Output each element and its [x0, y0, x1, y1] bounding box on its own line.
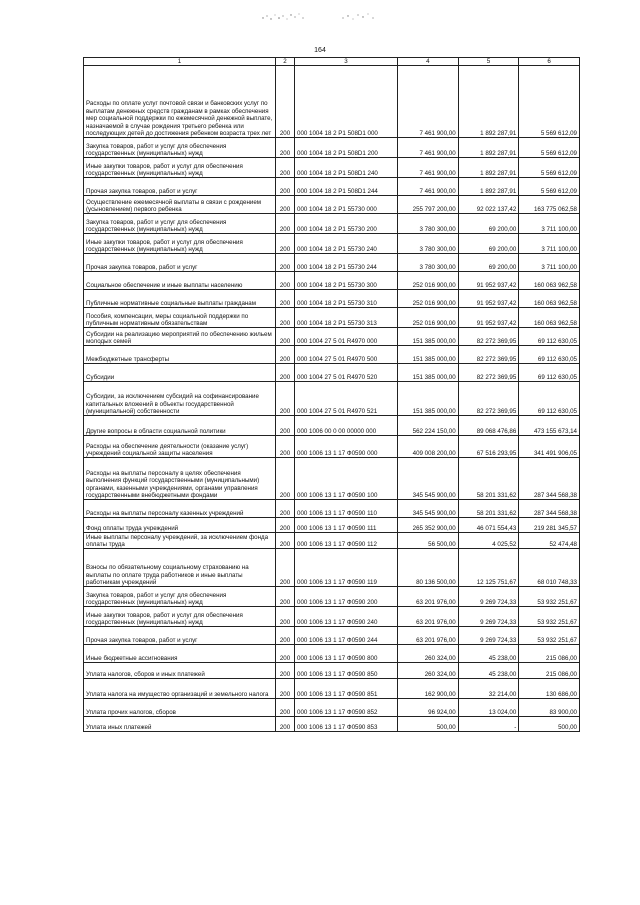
row-budget-code: 000 1004 18 2 P1 508D1 200 [295, 138, 398, 158]
table-row [84, 549, 580, 587]
row-executed: 1 892 287,91 [458, 178, 519, 196]
row-name: Расходы на выплаты персоналу казенных учреждений [84, 500, 276, 518]
row-line-code: 200 [276, 627, 295, 645]
row-remaining: 69 112 630,05 [519, 328, 580, 346]
row-budget-code: 000 1006 13 1 17 Ф0590 850 [295, 663, 398, 679]
table-row [84, 272, 580, 290]
row-name: Закупка товаров, работ и услуг для обеспечения государственных (муниципальных) нужд [84, 214, 276, 234]
row-line-code: 200 [276, 587, 295, 607]
row-executed: 69 200,00 [458, 234, 519, 254]
row-budget-code: 000 1006 13 1 17 Ф0590 851 [295, 679, 398, 699]
row-executed: 69 200,00 [458, 254, 519, 272]
row-line-code: 200 [276, 254, 295, 272]
row-approved: 151 385 000,00 [398, 328, 459, 346]
table-row [84, 663, 580, 679]
row-remaining: 219 281 345,57 [519, 518, 580, 533]
row-line-code: 200 [276, 196, 295, 214]
row-executed: 12 125 751,67 [458, 549, 519, 587]
row-line-code: 200 [276, 328, 295, 346]
row-executed: 82 272 369,95 [458, 346, 519, 364]
row-line-code: 200 [276, 518, 295, 533]
table-row [84, 308, 580, 328]
row-line-code: 200 [276, 436, 295, 458]
row-executed: 13 024,00 [458, 699, 519, 717]
header-col-3: 3 [295, 58, 398, 66]
row-remaining: 130 686,00 [519, 679, 580, 699]
row-budget-code: 000 1004 18 2 P1 508D1 240 [295, 158, 398, 178]
row-executed: 69 200,00 [458, 214, 519, 234]
table-row [84, 627, 580, 645]
row-executed: 46 071 554,43 [458, 518, 519, 533]
row-executed: 92 022 137,42 [458, 196, 519, 214]
row-line-code: 200 [276, 699, 295, 717]
row-remaining: 53 932 251,67 [519, 607, 580, 627]
row-approved: 260 324,00 [398, 645, 459, 663]
row-name: Взносы по обязательному социальному страхованию на выплаты по оплате труда работников и иные выплаты работникам учреждений [84, 549, 276, 587]
row-name: Закупка товаров, работ и услуг для обеспечения государственных (муниципальных) нужд [84, 587, 276, 607]
row-remaining: 215 086,00 [519, 645, 580, 663]
row-name: Иные закупки товаров, работ и услуг для обеспечения государственных (муниципальных) нужд [84, 158, 276, 178]
row-remaining: 5 569 612,09 [519, 66, 580, 138]
row-approved: 252 016 900,00 [398, 308, 459, 328]
row-name: Прочая закупка товаров, работ и услуг [84, 627, 276, 645]
row-remaining: 69 112 630,05 [519, 364, 580, 382]
row-executed: - [458, 717, 519, 732]
row-executed: 91 952 937,42 [458, 272, 519, 290]
header-col-2: 2 [276, 58, 295, 66]
row-executed: 9 269 724,33 [458, 607, 519, 627]
row-budget-code: 000 1004 27 5 01 R4970 000 [295, 328, 398, 346]
row-budget-code: 000 1006 13 1 17 Ф0590 112 [295, 533, 398, 549]
row-executed: 45 238,00 [458, 663, 519, 679]
table-row [84, 382, 580, 416]
row-budget-code: 000 1006 13 1 17 Ф0590 240 [295, 607, 398, 627]
table-row [84, 66, 580, 138]
row-name: Субсидии [84, 364, 276, 382]
row-line-code: 200 [276, 234, 295, 254]
row-approved: 7 461 900,00 [398, 66, 459, 138]
table-row [84, 458, 580, 500]
row-name: Уплата иных платежей [84, 717, 276, 732]
row-line-code: 200 [276, 533, 295, 549]
row-approved: 345 545 900,00 [398, 500, 459, 518]
row-budget-code: 000 1004 18 2 P1 55730 000 [295, 196, 398, 214]
scan-artifact-marks [255, 10, 385, 24]
row-remaining: 163 775 062,58 [519, 196, 580, 214]
row-name: Публичные нормативные социальные выплаты гражданам [84, 290, 276, 308]
row-approved: 260 324,00 [398, 663, 459, 679]
row-remaining: 5 569 612,09 [519, 138, 580, 158]
row-budget-code: 000 1004 18 2 P1 55730 310 [295, 290, 398, 308]
row-executed: 9 269 724,33 [458, 627, 519, 645]
row-name: Уплата налога на имущество организаций и земельного налога [84, 679, 276, 699]
row-budget-code: 000 1004 18 2 P1 55730 244 [295, 254, 398, 272]
row-budget-code: 000 1006 13 1 17 Ф0590 852 [295, 699, 398, 717]
table-row [84, 518, 580, 533]
table-row [84, 290, 580, 308]
row-budget-code: 000 1006 13 1 17 Ф0590 200 [295, 587, 398, 607]
table-row [84, 138, 580, 158]
table-row [84, 346, 580, 364]
row-budget-code: 000 1006 13 1 17 Ф0590 110 [295, 500, 398, 518]
row-name: Прочая закупка товаров, работ и услуг [84, 178, 276, 196]
row-executed: 9 269 724,33 [458, 587, 519, 607]
row-approved: 63 201 976,00 [398, 607, 459, 627]
row-remaining: 287 344 568,38 [519, 458, 580, 500]
row-approved: 255 797 200,00 [398, 196, 459, 214]
budget-table [83, 57, 580, 732]
row-approved: 151 385 000,00 [398, 364, 459, 382]
row-name: Прочая закупка товаров, работ и услуг [84, 254, 276, 272]
header-col-6: 6 [519, 58, 580, 66]
row-executed: 32 214,00 [458, 679, 519, 699]
table-row [84, 364, 580, 382]
row-remaining: 5 569 612,09 [519, 158, 580, 178]
table-row [84, 679, 580, 699]
row-line-code: 200 [276, 645, 295, 663]
row-approved: 7 461 900,00 [398, 138, 459, 158]
row-line-code: 200 [276, 663, 295, 679]
row-remaining: 3 711 100,00 [519, 234, 580, 254]
row-budget-code: 000 1004 27 5 01 R4970 500 [295, 346, 398, 364]
page-number: 164 [314, 47, 326, 54]
row-name: Иные бюджетные ассигнования [84, 645, 276, 663]
row-approved: 562 224 150,00 [398, 416, 459, 436]
table-row [84, 328, 580, 346]
row-approved: 56 500,00 [398, 533, 459, 549]
table-row [84, 587, 580, 607]
row-approved: 409 008 200,00 [398, 436, 459, 458]
row-remaining: 287 344 568,38 [519, 500, 580, 518]
row-remaining: 160 063 962,58 [519, 272, 580, 290]
row-budget-code: 000 1006 13 1 17 Ф0590 119 [295, 549, 398, 587]
row-approved: 80 136 500,00 [398, 549, 459, 587]
table-row [84, 533, 580, 549]
row-budget-code: 000 1006 13 1 17 Ф0590 800 [295, 645, 398, 663]
row-line-code: 200 [276, 717, 295, 732]
row-approved: 252 016 900,00 [398, 290, 459, 308]
row-approved: 345 545 900,00 [398, 458, 459, 500]
row-executed: 82 272 369,95 [458, 364, 519, 382]
row-name: Осуществление ежемесячной выплаты в связи с рождением (усыновлением) первого ребенка [84, 196, 276, 214]
row-name: Расходы на выплаты персоналу в целях обеспечения выполнения функций государственными (муниципальными) органами, казенными учреждениями, органами управления государственными внебюджетными фондами [84, 458, 276, 500]
row-approved: 96 924,00 [398, 699, 459, 717]
row-executed: 82 272 369,95 [458, 382, 519, 416]
row-budget-code: 000 1004 18 2 P1 55730 300 [295, 272, 398, 290]
row-approved: 151 385 000,00 [398, 382, 459, 416]
row-name: Закупка товаров, работ и услуг для обеспечения государственных (муниципальных) нужд [84, 138, 276, 158]
table-row [84, 196, 580, 214]
table-row [84, 436, 580, 458]
row-name: Иные выплаты персоналу учреждений, за исключением фонда оплаты труда [84, 533, 276, 549]
row-name: Расходы на обеспечение деятельности (оказание услуг) учреждений социальной защиты населения [84, 436, 276, 458]
row-executed: 67 516 293,95 [458, 436, 519, 458]
table-row [84, 607, 580, 627]
table-row [84, 416, 580, 436]
row-budget-code: 000 1006 13 1 17 Ф0590 853 [295, 717, 398, 732]
table-row [84, 158, 580, 178]
row-executed: 58 201 331,62 [458, 500, 519, 518]
row-remaining: 341 491 906,05 [519, 436, 580, 458]
table-row [84, 717, 580, 732]
row-executed: 1 892 287,91 [458, 158, 519, 178]
row-executed: 91 952 937,42 [458, 308, 519, 328]
row-budget-code: 000 1004 18 2 P1 55730 200 [295, 214, 398, 234]
header-row [84, 58, 580, 66]
row-budget-code: 000 1006 13 1 17 Ф0590 000 [295, 436, 398, 458]
row-remaining: 69 112 630,05 [519, 346, 580, 364]
row-name: Межбюджетные трансферты [84, 346, 276, 364]
row-line-code: 200 [276, 549, 295, 587]
row-executed: 4 025,52 [458, 533, 519, 549]
row-line-code: 200 [276, 364, 295, 382]
row-name: Фонд оплаты труда учреждений [84, 518, 276, 533]
row-line-code: 200 [276, 290, 295, 308]
row-remaining: 215 086,00 [519, 663, 580, 679]
row-name: Расходы по оплате услуг почтовой связи и банковских услуг по выплатам денежных средств гражданам в рамках обеспечения мер социальной поддержки по ежемесячной денежной выплате, назначаемой в случае рождения третьего ребенка или последующих детей до достижения ребенком возраста трех лет [84, 66, 276, 138]
row-remaining: 53 932 251,67 [519, 587, 580, 607]
row-executed: 45 238,00 [458, 645, 519, 663]
row-approved: 162 900,00 [398, 679, 459, 699]
row-executed: 1 892 287,91 [458, 138, 519, 158]
row-line-code: 200 [276, 679, 295, 699]
row-name: Социальное обеспечение и иные выплаты населению [84, 272, 276, 290]
table-row [84, 699, 580, 717]
row-approved: 151 385 000,00 [398, 346, 459, 364]
row-line-code: 200 [276, 66, 295, 138]
row-remaining: 473 155 673,14 [519, 416, 580, 436]
row-remaining: 68 010 748,33 [519, 549, 580, 587]
row-executed: 58 201 331,62 [458, 458, 519, 500]
row-line-code: 200 [276, 138, 295, 158]
row-line-code: 200 [276, 272, 295, 290]
row-line-code: 200 [276, 416, 295, 436]
row-line-code: 200 [276, 158, 295, 178]
table-row [84, 234, 580, 254]
row-remaining: 160 063 962,58 [519, 308, 580, 328]
table-row [84, 178, 580, 196]
row-approved: 500,00 [398, 717, 459, 732]
row-line-code: 200 [276, 214, 295, 234]
row-line-code: 200 [276, 178, 295, 196]
row-budget-code: 000 1006 00 0 00 00000 000 [295, 416, 398, 436]
row-budget-code: 000 1006 13 1 17 Ф0590 111 [295, 518, 398, 533]
row-remaining: 3 711 100,00 [519, 254, 580, 272]
row-remaining: 52 474,48 [519, 533, 580, 549]
row-budget-code: 000 1004 27 5 01 R4970 520 [295, 364, 398, 382]
row-budget-code: 000 1004 18 2 P1 508D1 000 [295, 66, 398, 138]
row-line-code: 200 [276, 308, 295, 328]
table-row [84, 254, 580, 272]
row-budget-code: 000 1004 18 2 P1 508D1 244 [295, 178, 398, 196]
row-approved: 265 352 900,00 [398, 518, 459, 533]
row-name: Субсидии, за исключением субсидий на софинансирование капитальных вложений в объекты государственной (муниципальной) собственности [84, 382, 276, 416]
row-remaining: 5 569 612,09 [519, 178, 580, 196]
row-approved: 7 461 900,00 [398, 178, 459, 196]
row-approved: 3 780 300,00 [398, 254, 459, 272]
row-remaining: 53 932 251,67 [519, 627, 580, 645]
row-line-code: 200 [276, 607, 295, 627]
row-remaining: 160 063 962,58 [519, 290, 580, 308]
header-col-4: 4 [398, 58, 459, 66]
row-remaining: 500,00 [519, 717, 580, 732]
row-budget-code: 000 1006 13 1 17 Ф0590 100 [295, 458, 398, 500]
row-remaining: 69 112 630,05 [519, 382, 580, 416]
row-budget-code: 000 1004 27 5 01 R4970 521 [295, 382, 398, 416]
row-name: Другие вопросы в области социальной политики [84, 416, 276, 436]
row-executed: 89 068 476,86 [458, 416, 519, 436]
row-remaining: 3 711 100,00 [519, 214, 580, 234]
row-executed: 82 272 369,95 [458, 328, 519, 346]
table-row [84, 214, 580, 234]
row-line-code: 200 [276, 500, 295, 518]
row-line-code: 200 [276, 458, 295, 500]
row-name: Субсидии на реализацию мероприятий по обеспечению жильем молодых семей [84, 328, 276, 346]
row-remaining: 83 900,00 [519, 699, 580, 717]
row-name: Уплата прочих налогов, сборов [84, 699, 276, 717]
table-row [84, 500, 580, 518]
table-body [84, 66, 580, 732]
row-approved: 252 016 900,00 [398, 272, 459, 290]
row-approved: 63 201 976,00 [398, 627, 459, 645]
row-name: Пособия, компенсации, меры социальной поддержки по публичным нормативным обязательствам [84, 308, 276, 328]
row-approved: 3 780 300,00 [398, 234, 459, 254]
header-col-5: 5 [458, 58, 519, 66]
row-approved: 63 201 976,00 [398, 587, 459, 607]
row-name: Уплата налогов, сборов и иных платежей [84, 663, 276, 679]
row-executed: 1 892 287,91 [458, 66, 519, 138]
row-executed: 91 952 937,42 [458, 290, 519, 308]
row-budget-code: 000 1006 13 1 17 Ф0590 244 [295, 627, 398, 645]
row-line-code: 200 [276, 346, 295, 364]
table-row [84, 645, 580, 663]
row-name: Иные закупки товаров, работ и услуг для обеспечения государственных (муниципальных) нужд [84, 234, 276, 254]
row-line-code: 200 [276, 382, 295, 416]
row-budget-code: 000 1004 18 2 P1 55730 240 [295, 234, 398, 254]
header-col-1: 1 [84, 58, 276, 66]
row-name: Иные закупки товаров, работ и услуг для обеспечения государственных (муниципальных) нужд [84, 607, 276, 627]
row-approved: 7 461 900,00 [398, 158, 459, 178]
row-budget-code: 000 1004 18 2 P1 55730 313 [295, 308, 398, 328]
row-approved: 3 780 300,00 [398, 214, 459, 234]
